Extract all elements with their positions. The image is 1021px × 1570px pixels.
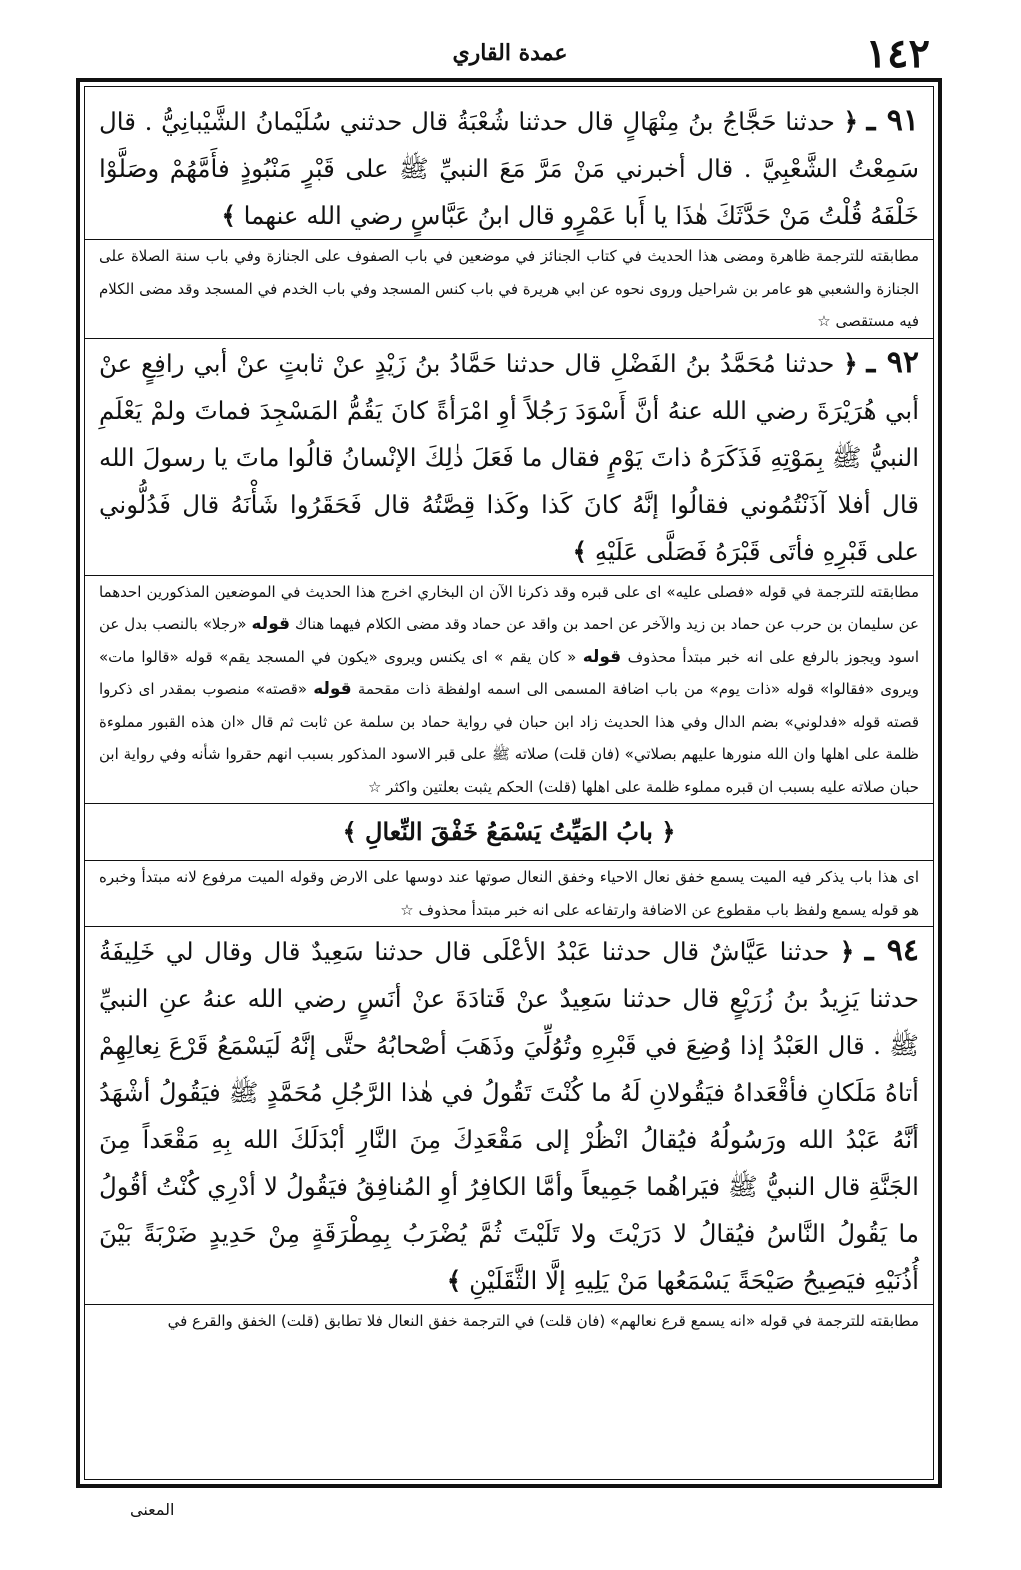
hadith-94 — [99, 927, 919, 1304]
close-bracket: ﴾ — [221, 201, 236, 230]
open-bracket: ﴿ — [843, 348, 858, 378]
keyword-qawluhu: قوله — [582, 646, 622, 667]
close-bracket: ﴾ — [446, 1266, 462, 1295]
commentary-text: «قصته» منصوب بمقدر اى ذكروا قصته قوله «فدلوني» بضم الدال وفي هذا الحديث زاد ابن حبان في رواية حماد بن سلمة عن ثابت ثم قال «ان هذه القبور مملوءة ظلمة على اهلها وان الله منورها عليهم بصلاتي» (فان قلت) صلاته ﷺ على قبر الاسود المذكور بسبب انهم حقروا شأنه وفي رواية ابن حبان صلاته عليه بسبب ان قبره مملوء ظلمة على اهلها (قلت) الحكم يثبت بعلتين واكثر ☆ — [99, 680, 919, 796]
page-header — [70, 30, 950, 80]
open-bracket: ﴿ — [843, 107, 858, 136]
page-frame — [76, 78, 942, 1488]
chapter-heading: ﴿ بابُ المَيِّتُ يَسْمَعُ خَفْقَ النِّعالِ ﴾ — [342, 817, 676, 846]
hadith-text: حدثنا عَيَّاشٌ قال حدثنا عَبْدُ الأعْلَى قال حدثنا سَعِيدٌ قال وقال لي خَلِيفَةُ حدثنا يَزِيدُ بنُ زُرَيْعٍ قال حدثنا سَعِيدٌ عنْ قَتادَةَ عنْ أنَسٍ رضي الله عنهُ عنِ النبيِّ ﷺ . قال العَبْدُ إذا وُضِعَ في قَبْرِهِ وتُوُلِّيَ وذَهَبَ أصْحابُهُ حتَّى إنَّهُ لَيَسْمَعُ قَرْعَ نِعالِهِمْ أتاهُ مَلَكانِ فأقْعَداهُ فيَقُولانِ لَهُ ما كُنْتَ تَقُولُ في هٰذا الرَّجُلِ مُحَمَّدٍ ﷺ فيَقُولُ أشْهَدُ أنَّهُ عَبْدُ الله ورَسُولُهُ فيُقالُ انْظُرْ إلى مَقْعَدِكَ مِنَ النَّارِ أبْدَلَكَ الله بِهِ مَقْعَداً مِنَ الجَنَّةِ قال النبيُّ ﷺ فيَراهُما جَمِيعاً وأمَّا الكافِرُ أوِ المُنافِقُ فيَقُولُ لا أدْرِي كُنْتُ أقُولُ ما يَقُولُ النَّاسُ فيُقالُ لا دَرَيْتَ ولا تَلَيْتَ ثُمَّ يُضْرَبُ بِمِطْرَقَةٍ مِنْ حَدِيدٍ ضَرْبَةً بَيْنَ أُذُنَيْهِ فيَصِيحُ صَيْحَةً يَسْمَعُها مَنْ يَلِيهِ إلَّا الثَّقَلَيْنِ — [99, 937, 919, 1295]
chapter-commentary: اى هذا باب يذكر فيه الميت يسمع خفق نعال الاحياء وخفق النعال صوتها عند دوسها على الارض وقوله الميت مرفوع لانه مبتدأ وخبره هو قوله يسمع ولفظ باب مقطوع عن الاضافة وارتفاعه على انه خبر مبتدأ محذوف ☆ — [99, 868, 919, 919]
close-bracket: ﴾ — [572, 536, 588, 566]
open-bracket: ﴿ — [839, 937, 855, 966]
hadith-92 — [99, 339, 919, 575]
keyword-qawluhu: قوله — [313, 679, 352, 699]
commentary-text: مطابقته للترجمة في قوله «فصلى عليه» اى على قبره وقد ذكرنا الآن ان البخاري اخرج هذا الحديث في الموضعين المذكورين احدهما عن سليمان بن حرب عن حماد بن زيد والآخر عن احمد بن واقد عن حماد وقد مضى الكلام فيهما هناك — [99, 582, 919, 633]
hadith-number: ٩٤ ـ — [864, 933, 919, 968]
hadith-text: حدثنا حَجَّاجُ بنُ مِنْهَالٍ قال حدثنا شُعْبَةُ قال حدثني سُلَيْمانُ الشَّيْبانِيُّ . قال سَمِعْتُ الشَّعْبِيَّ . قال أخبرني مَنْ مَرَّ مَعَ النبيِّ ﷺ على قَبْرٍ مَنْبُوذٍ فأَمَّهُمْ وصَلَّوْا خَلْفَهُ قُلْتُ مَنْ حَدَّثَكَ هٰذَا يا أَبا عَمْرٍو قال ابنُ عَبَّاسٍ رضي الله عنهما — [99, 107, 919, 230]
page-number: ١٤٢ — [865, 30, 930, 77]
catchword: المعنى — [130, 1500, 175, 1519]
hadith-number: ٩٢ ـ — [866, 344, 920, 380]
commentary-94: مطابقته للترجمة في قوله «انه يسمع قرع نعالهم» (فان قلت) في الترجمة خفق النعال فلا تطابق (قلت) الخفق والقرع في — [167, 1312, 919, 1330]
hadith-91 — [99, 97, 919, 239]
commentary-91: مطابقته للترجمة ظاهرة ومضى هذا الحديث في كتاب الجنائز في موضعين في باب الصفوف على الجنازة وفي باب سنة الصلاة على الجنازة والشعبي هو عامر بن شراحيل وروى نحوه عن ابي هريرة في باب كنس المسجد وفي باب الخدم في المسجد وقد مضى الكلام فيه مستقصى ☆ — [99, 247, 919, 330]
commentary-text: « كان يقم » اى يكنس ويروى «يكون في المسجد يقم» قوله «قالوا مات» ويروى «فقالوا» قوله «ذات يوم» من باب اضافة المسمى الى اسمه اولفظة ذات مقحمة — [99, 647, 919, 698]
commentary-text: «رجلا» بالنصب بدل عن اسود ويجوز بالرفع على انه خبر مبتدأ محذوف — [99, 615, 919, 666]
hadith-number: ٩١ ـ — [866, 103, 919, 138]
running-title: عمدة القاري — [452, 40, 568, 66]
text-body — [84, 86, 934, 1480]
commentary-92 — [99, 576, 919, 804]
hadith-text: حدثنا مُحَمَّدُ بنُ الفَضْلِ قال حدثنا حَمَّادُ بنُ زَيْدٍ عنْ ثابتٍ عنْ أبي رافِعٍ عنْ أبي هُرَيْرَةَ رضي الله عنهُ أنَّ أَسْوَدَ رَجُلاً أوِ امْرَأةً كانَ يَقُمُّ المَسْجِدَ فماتَ ولمْ يَعْلَمِ النبيُّ ﷺ بِمَوْتِهِ فَذَكَرَهُ ذاتَ يَوْمٍ فقال ما فَعَلَ ذٰلِكَ الإنْسانُ قالُوا ماتَ يا رسولَ الله قال أفلا آذَنْتُمُوني فقالُوا إنَّهُ كانَ كَذا وكَذا قِصَّتُهُ قال فَحَقَرُوا شَأْنَهُ قال فَدُلُّوني على قَبْرِهِ فأتَى قَبْرَهُ فَصَلَّى عَلَيْهِ — [99, 348, 919, 566]
keyword-qawluhu: قوله — [251, 614, 290, 634]
